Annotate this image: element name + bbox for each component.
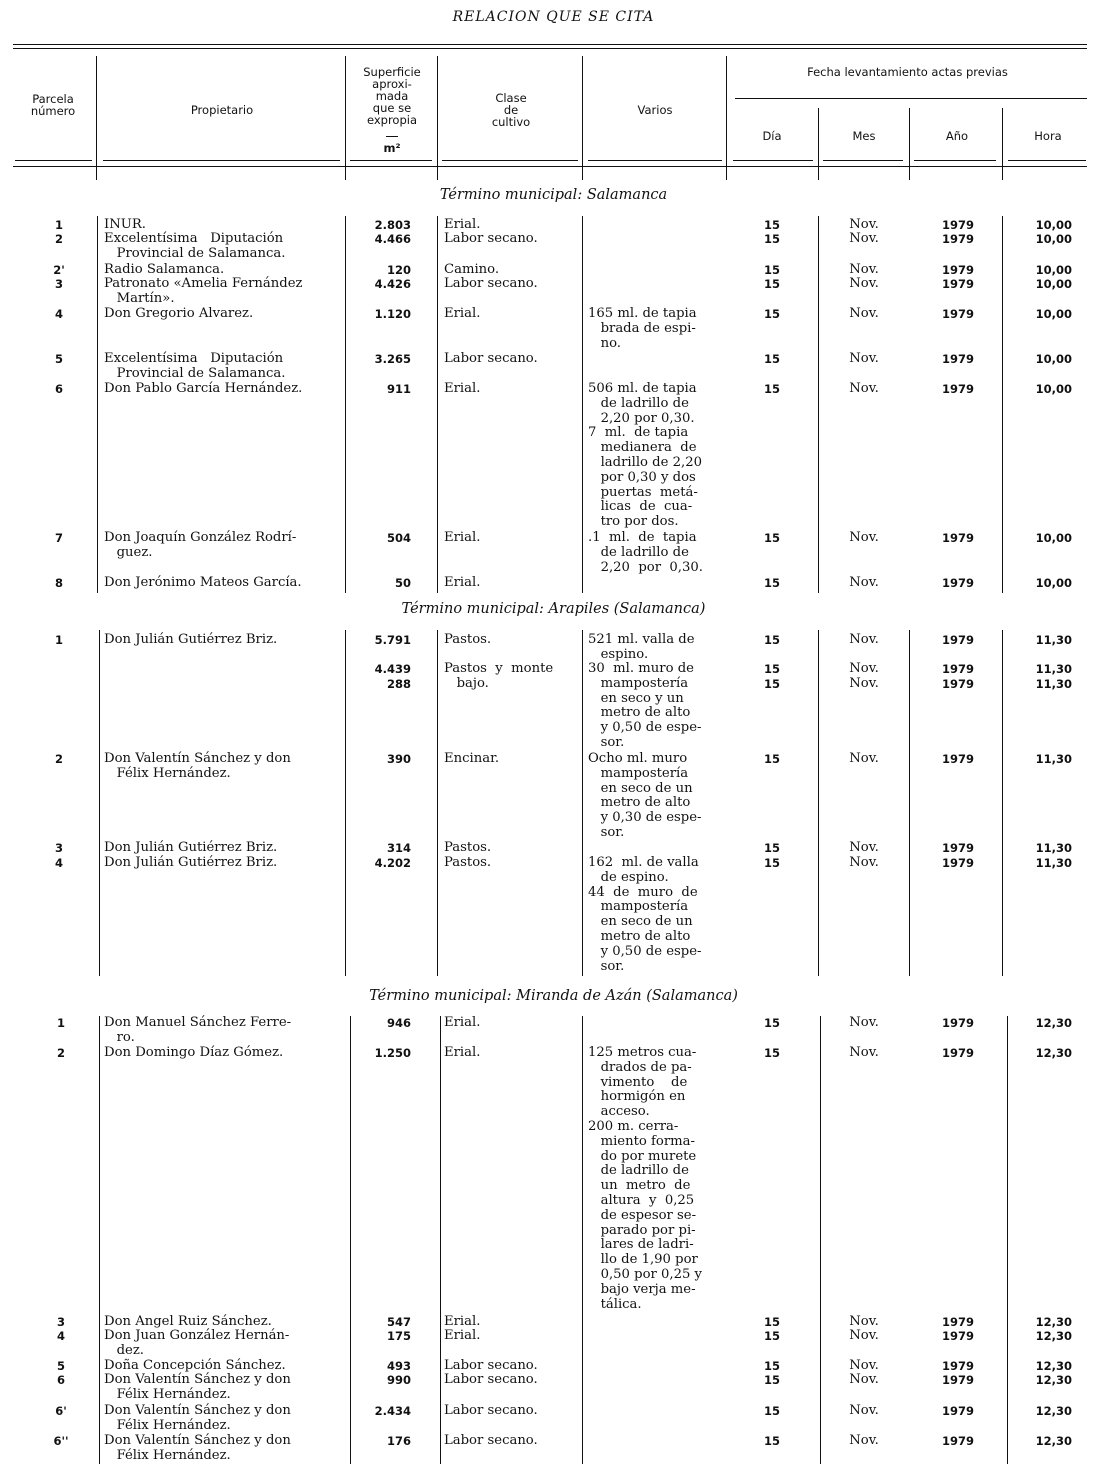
hour: 10,00	[1035, 352, 1072, 366]
day: 15	[763, 307, 780, 321]
body-divider	[437, 216, 438, 593]
crop-class: Encinar.	[444, 751, 500, 766]
crop-class: Pastos.	[444, 840, 492, 855]
owner: Don Angel Ruiz Sánchez.	[104, 1314, 272, 1329]
year: 1979	[941, 576, 974, 590]
body-divider	[1002, 216, 1003, 593]
header-divider	[818, 108, 819, 180]
crop-class: Pastos.	[444, 632, 492, 647]
top-rule	[13, 44, 1087, 45]
crop-class: Erial.	[444, 530, 481, 545]
crop-class: Labor secano.	[444, 1403, 538, 1418]
header-divider	[909, 108, 910, 180]
owner: Don Juan González Hernán- dez.	[104, 1328, 290, 1358]
year: 1979	[941, 1016, 974, 1030]
surface-area: 946	[386, 1016, 411, 1030]
body-divider	[582, 1016, 583, 1464]
body-divider	[582, 216, 583, 593]
section-title-arapiles: Término municipal: Arapiles (Salamanca)	[401, 601, 706, 617]
surface-area: 4.426	[374, 277, 411, 291]
parcel-number: 2	[54, 232, 63, 246]
header-fecha-rule	[735, 98, 1087, 99]
day: 15 15	[763, 662, 780, 691]
month: Nov.	[849, 840, 879, 855]
surface-area: 3.265	[374, 352, 411, 366]
col-underline	[350, 160, 432, 161]
header-divider	[1002, 108, 1003, 180]
month: Nov.	[849, 217, 879, 232]
parcel-number: 2	[54, 752, 63, 766]
hour: 12,30	[1035, 1434, 1072, 1448]
hour: 11,30	[1035, 856, 1072, 870]
section-title-salamanca: Término municipal: Salamanca	[439, 187, 668, 203]
day: 15	[763, 277, 780, 291]
surface-area: 175	[386, 1329, 411, 1343]
misc-notes: 165 ml. de tapia brada de espi- no.	[588, 306, 697, 351]
col-underline	[442, 160, 578, 161]
owner: Don Gregorio Alvarez.	[104, 306, 254, 321]
header-divider	[726, 56, 727, 180]
owner: Don Manuel Sánchez Ferre- ro.	[104, 1015, 292, 1045]
surface-area: 176	[386, 1434, 411, 1448]
year: 1979	[941, 1315, 974, 1329]
hour: 11,30	[1035, 752, 1072, 766]
month: Nov.	[849, 1358, 879, 1373]
hour: 11,30 11,30	[1035, 662, 1072, 691]
surface-area: 4.466	[374, 232, 411, 246]
parcel-number: 6	[56, 1373, 65, 1387]
misc-notes: Ocho ml. muro mampostería en seco de un metro de alto y 0,30 de espe- sor.	[588, 751, 702, 840]
crop-class: Erial.	[444, 306, 481, 321]
header-unit: m²	[383, 141, 401, 155]
surface-area: 1.120	[374, 307, 411, 321]
year: 1979	[941, 1434, 974, 1448]
col-underline	[823, 160, 903, 161]
day: 15	[763, 382, 780, 396]
day: 15	[763, 633, 780, 647]
owner: Don Julián Gutiérrez Briz.	[104, 840, 278, 855]
body-divider	[345, 216, 346, 593]
parcel-number: 2'	[53, 263, 65, 277]
crop-class: Erial.	[444, 1314, 481, 1329]
header-clase: Clase de cultivo	[491, 91, 531, 129]
surface-area: 504	[386, 531, 411, 545]
surface-area: 120	[386, 263, 411, 277]
hour: 10,00	[1035, 531, 1072, 545]
day: 15	[763, 1329, 780, 1343]
owner: Radio Salamanca.	[104, 262, 225, 277]
month: Nov.	[849, 1433, 879, 1448]
day: 15	[763, 1046, 780, 1060]
parcel-number: 4	[54, 856, 63, 870]
year: 1979	[941, 752, 974, 766]
header-fecha: Fecha levantamiento actas previas	[807, 65, 1008, 79]
crop-class: Camino.	[444, 262, 500, 277]
owner: INUR.	[104, 217, 146, 232]
col-underline	[103, 160, 340, 161]
month: Nov.	[849, 632, 879, 647]
hour: 12,30	[1035, 1359, 1072, 1373]
surface-area: 911	[386, 382, 411, 396]
year: 1979	[941, 232, 974, 246]
day: 15	[763, 218, 780, 232]
header-bottom-rule	[13, 166, 1087, 167]
owner: Excelentísima Diputación Provincial de Salamanca.	[104, 351, 286, 381]
crop-class: Pastos.	[444, 855, 492, 870]
year: 1979	[941, 856, 974, 870]
day: 15	[763, 752, 780, 766]
body-divider	[99, 1016, 100, 1464]
surface-area: 547	[386, 1315, 411, 1329]
year: 1979	[941, 307, 974, 321]
hour: 10,00	[1035, 576, 1072, 590]
header-divider	[437, 56, 438, 180]
col-underline	[1008, 160, 1086, 161]
crop-class: Pastos y monte bajo.	[444, 661, 554, 691]
parcel-number: 7	[54, 531, 63, 545]
year: 1979	[941, 1329, 974, 1343]
year: 1979 1979	[941, 662, 974, 691]
month: Nov.	[849, 351, 879, 366]
owner: Patronato «Amelia Fernández Martín».	[104, 276, 303, 306]
document-title: RELACION QUE SE CITA	[452, 9, 655, 25]
crop-class: Erial.	[444, 217, 481, 232]
month: Nov.	[849, 1045, 879, 1060]
hour: 12,30	[1035, 1373, 1072, 1387]
day: 15	[763, 576, 780, 590]
day: 15	[763, 856, 780, 870]
month: Nov.	[849, 1328, 879, 1343]
hour: 10,00	[1035, 277, 1072, 291]
month: Nov. Nov.	[849, 661, 879, 691]
header-mes: Mes	[852, 129, 876, 143]
body-divider	[350, 1016, 351, 1464]
parcel-number: 4	[54, 307, 63, 321]
surface-area: 4.202	[374, 856, 411, 870]
hour: 10,00	[1035, 232, 1072, 246]
year: 1979	[941, 1373, 974, 1387]
parcel-number: 6''	[53, 1434, 69, 1448]
surface-area: 5.791	[374, 633, 411, 647]
body-divider	[97, 216, 98, 593]
misc-notes: 162 ml. de valla de espino. 44 de muro de mampostería en seco de un metro de alto y 0,50 de espe- sor.	[588, 855, 702, 974]
surface-area: 2.803	[374, 218, 411, 232]
header-parcela: Parcela número	[30, 92, 76, 118]
header-divider	[96, 56, 97, 180]
month: Nov.	[849, 751, 879, 766]
parcel-number: 1	[56, 1016, 65, 1030]
parcel-number: 3	[54, 841, 63, 855]
body-divider	[440, 1016, 441, 1464]
month: Nov.	[849, 381, 879, 396]
col-underline	[914, 160, 996, 161]
hour: 10,00	[1035, 382, 1072, 396]
misc-notes: 506 ml. de tapia de ladrillo de 2,20 por 0,30. 7 ml. de tapia medianera de ladrillo de 2,20 por 0,30 y dos puertas metá- licas de cua- tro por dos.	[588, 381, 702, 530]
year: 1979	[941, 263, 974, 277]
misc-notes: 30 ml. muro de mampostería en seco y un metro de alto y 0,50 de espe- sor.	[588, 661, 702, 750]
parcel-number: 5	[56, 1359, 65, 1373]
hour: 10,00	[1035, 218, 1072, 232]
header-unit-rule	[386, 136, 398, 137]
year: 1979	[941, 382, 974, 396]
crop-class: Labor secano.	[444, 276, 538, 291]
hour: 12,30	[1035, 1315, 1072, 1329]
crop-class: Erial.	[444, 1328, 481, 1343]
month: Nov.	[849, 306, 879, 321]
crop-class: Labor secano.	[444, 1358, 538, 1373]
body-divider	[1007, 1016, 1008, 1464]
year: 1979	[941, 1046, 974, 1060]
header-varios: Varios	[637, 103, 673, 117]
year: 1979	[941, 1404, 974, 1418]
surface-area: 990	[386, 1373, 411, 1387]
day: 15	[763, 841, 780, 855]
month: Nov.	[849, 530, 879, 545]
owner: Excelentísima Diputación Provincial de Salamanca.	[104, 231, 286, 261]
header-dia: Día	[762, 129, 782, 143]
day: 15	[763, 232, 780, 246]
parcel-number: 3	[56, 1315, 65, 1329]
misc-notes: 125 metros cua- drados de pa- vimento de hormigón en acceso. 200 m. cerra- miento forma- do por murete de ladrillo de un metro de altura y 0,25 de espesor se- parado por pi- lares de ladri- llo de 1,90 por 0,50 por 0,25 y bajo verja me- tálica.	[588, 1045, 703, 1312]
month: Nov.	[849, 1314, 879, 1329]
owner: Don Julián Gutiérrez Briz.	[104, 632, 278, 647]
parcel-number: 1	[54, 218, 63, 232]
parcel-number: 4	[56, 1329, 65, 1343]
month: Nov.	[849, 1372, 879, 1387]
owner: Don Joaquín González Rodrí- guez.	[104, 530, 297, 560]
year: 1979	[941, 633, 974, 647]
body-divider	[818, 216, 819, 593]
parcel-number: 5	[54, 352, 63, 366]
hour: 12,30	[1035, 1329, 1072, 1343]
day: 15	[763, 1315, 780, 1329]
crop-class: Erial.	[444, 575, 481, 590]
crop-class: Labor secano.	[444, 231, 538, 246]
parcel-number: 6	[54, 382, 63, 396]
body-divider	[99, 630, 100, 976]
surface-area: 1.250	[374, 1046, 411, 1060]
day: 15	[763, 1359, 780, 1373]
year: 1979	[941, 841, 974, 855]
owner: Don Valentín Sánchez y don Félix Hernández.	[104, 1433, 291, 1463]
month: Nov.	[849, 231, 879, 246]
crop-class: Erial.	[444, 1015, 481, 1030]
col-underline	[15, 160, 92, 161]
body-divider	[345, 630, 346, 976]
header-hora: Hora	[1034, 129, 1062, 143]
parcel-number: 2	[56, 1046, 65, 1060]
parcel-number: 3	[54, 277, 63, 291]
surface-area: 2.434	[374, 1404, 411, 1418]
year: 1979	[941, 531, 974, 545]
hour: 12,30	[1035, 1404, 1072, 1418]
crop-class: Labor secano.	[444, 1433, 538, 1448]
crop-class: Erial.	[444, 1045, 481, 1060]
header-superficie: Superficie aproxi- mada que se expropia	[363, 65, 421, 127]
owner: Don Domingo Díaz Gómez.	[104, 1045, 284, 1060]
owner: Don Valentín Sánchez y don Félix Hernández.	[104, 1372, 291, 1402]
col-underline	[733, 160, 813, 161]
owner: Don Valentín Sánchez y don Félix Hernández.	[104, 1403, 291, 1433]
crop-class: Labor secano.	[444, 351, 538, 366]
col-underline	[588, 160, 722, 161]
header-divider	[345, 56, 346, 180]
body-divider	[820, 1016, 821, 1464]
body-divider	[1002, 630, 1003, 976]
month: Nov.	[849, 855, 879, 870]
misc-notes: .1 ml. de tapia de ladrillo de 2,20 por 0,30.	[588, 530, 703, 575]
year: 1979	[941, 352, 974, 366]
day: 15	[763, 352, 780, 366]
surface-area: 4.439 288	[374, 662, 411, 691]
crop-class: Labor secano.	[444, 1372, 538, 1387]
surface-area: 50	[394, 576, 411, 590]
year: 1979	[941, 218, 974, 232]
month: Nov.	[849, 1403, 879, 1418]
month: Nov.	[849, 1015, 879, 1030]
hour: 10,00	[1035, 307, 1072, 321]
parcel-number: 6'	[55, 1404, 67, 1418]
surface-area: 493	[386, 1359, 411, 1373]
parcel-number: 8	[54, 576, 63, 590]
month: Nov.	[849, 575, 879, 590]
surface-area: 390	[386, 752, 411, 766]
owner: Doña Concepción Sánchez.	[104, 1358, 286, 1373]
body-divider	[818, 630, 819, 976]
body-divider	[909, 630, 910, 976]
section-title-miranda: Término municipal: Miranda de Azán (Salamanca)	[369, 988, 738, 1004]
day: 15	[763, 263, 780, 277]
hour: 10,00	[1035, 263, 1072, 277]
owner: Don Julián Gutiérrez Briz.	[104, 855, 278, 870]
header-divider	[582, 56, 583, 180]
day: 15	[763, 1016, 780, 1030]
crop-class: Erial.	[444, 381, 481, 396]
month: Nov.	[849, 276, 879, 291]
day: 15	[763, 1373, 780, 1387]
hour: 11,30	[1035, 633, 1072, 647]
day: 15	[763, 1434, 780, 1448]
parcel-number: 1	[54, 633, 63, 647]
owner: Don Valentín Sánchez y don Félix Hernández.	[104, 751, 291, 781]
body-divider	[437, 630, 438, 976]
header-ano: Año	[945, 129, 969, 143]
year: 1979	[941, 277, 974, 291]
month: Nov.	[849, 262, 879, 277]
surface-area: 314	[386, 841, 411, 855]
day: 15	[763, 1404, 780, 1418]
owner: Don Jerónimo Mateos García.	[104, 575, 302, 590]
hour: 12,30	[1035, 1016, 1072, 1030]
year: 1979	[941, 1359, 974, 1373]
day: 15	[763, 531, 780, 545]
body-divider	[582, 630, 583, 976]
hour: 11,30	[1035, 841, 1072, 855]
misc-notes: 521 ml. valla de espino.	[588, 632, 695, 662]
owner: Don Pablo García Hernández.	[104, 381, 303, 396]
header-propietario: Propietario	[190, 103, 254, 117]
top-rule-2	[13, 48, 1087, 49]
hour: 12,30	[1035, 1046, 1072, 1060]
